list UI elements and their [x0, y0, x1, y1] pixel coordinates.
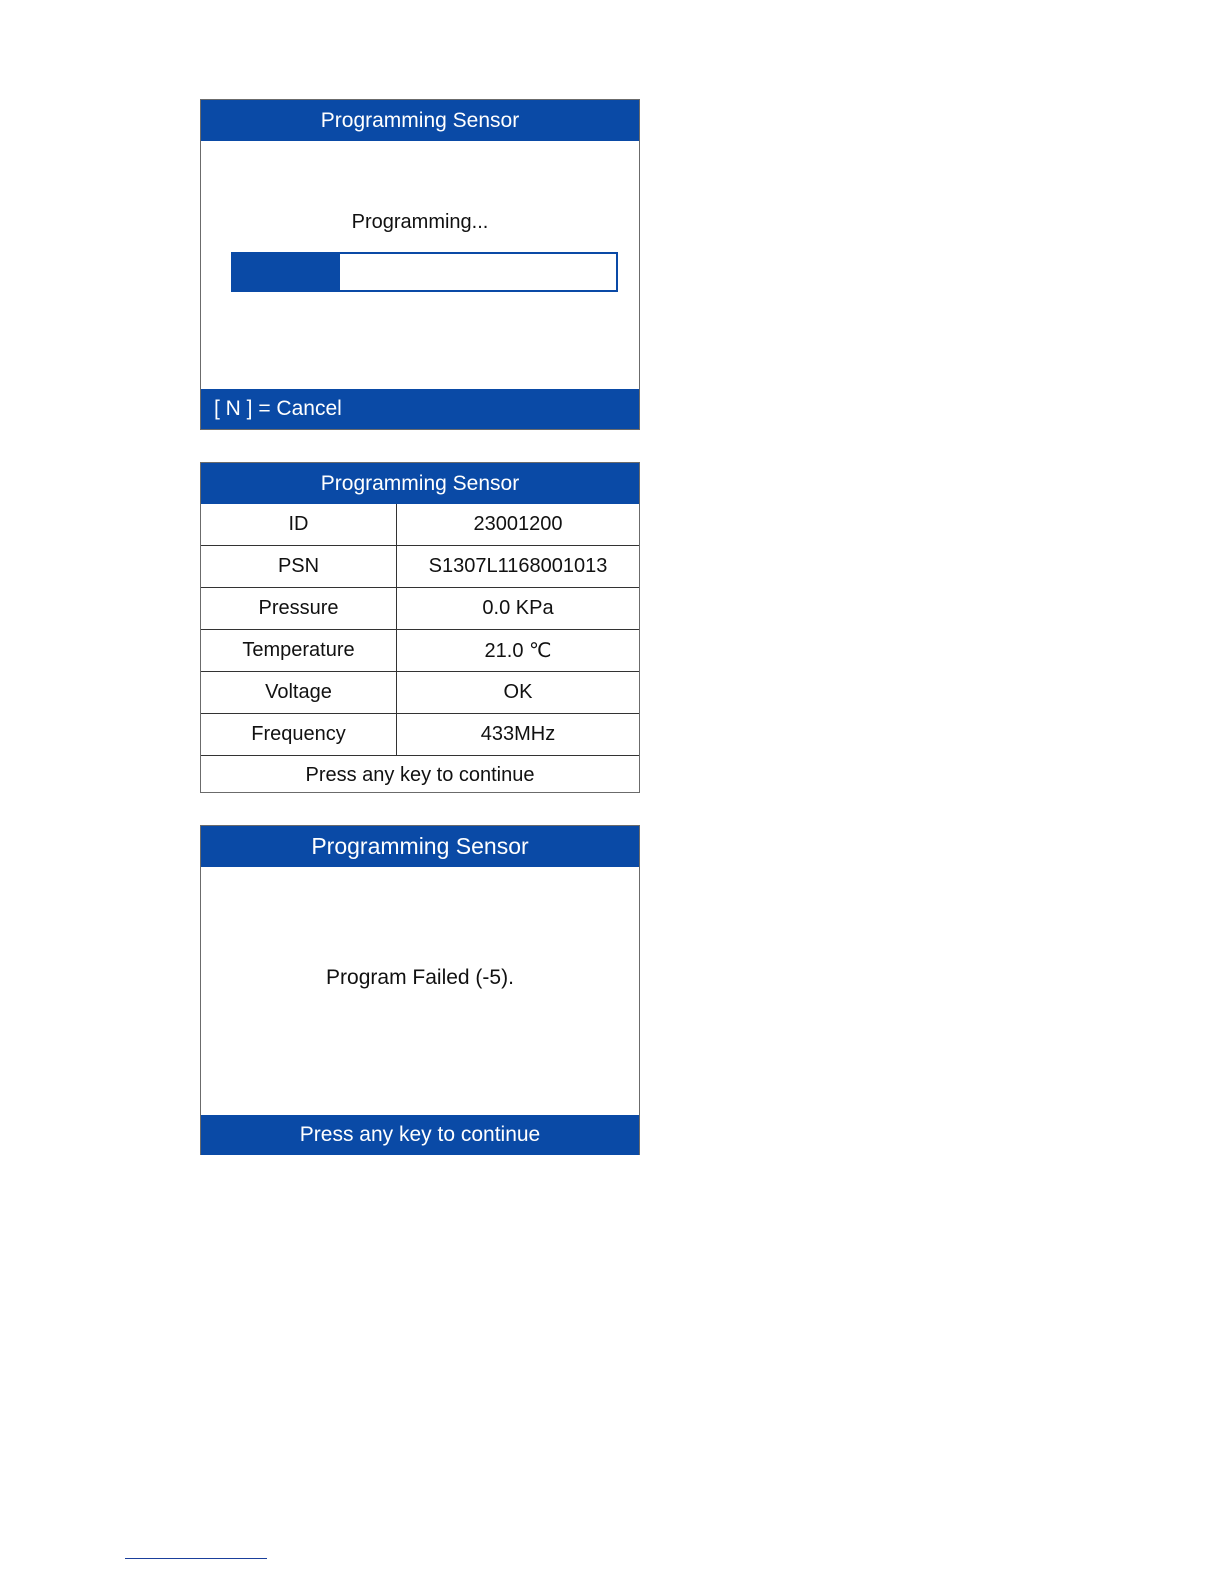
program-failed-screen [200, 825, 640, 1155]
continue-prompt[interactable]: Press any key to continue [201, 1115, 639, 1155]
programming-message: Programming... [351, 211, 489, 233]
voltage-value: OK [397, 672, 640, 714]
programming-progress-screen [200, 99, 640, 430]
table-row [201, 504, 639, 546]
continue-prompt[interactable]: Press any key to continue [201, 755, 639, 795]
id-value: 23001200 [473, 513, 563, 535]
table-row [201, 630, 639, 672]
sensor-info-screen [200, 462, 640, 793]
progress-bar [231, 252, 618, 292]
pressure-label: Pressure [201, 588, 397, 630]
table-row [201, 672, 639, 714]
temperature-label: Temperature [201, 630, 397, 672]
screen-body [201, 867, 639, 1115]
pressure-value: 0.0 KPa [397, 588, 640, 630]
psn-value: S1307L1168001013 [397, 546, 640, 588]
sensor-info-table [201, 504, 639, 755]
frequency-label: Frequency [201, 714, 397, 756]
id-label: ID [201, 504, 397, 546]
frequency-value: 433MHz [397, 714, 640, 756]
screen-title: Programming Sensor [201, 826, 639, 867]
progress-bar-fill [233, 254, 340, 290]
cancel-hint[interactable]: [ N ] = Cancel [201, 389, 639, 429]
table-row [201, 588, 639, 630]
table-row [201, 714, 639, 756]
psn-label: PSN [201, 546, 397, 588]
voltage-label: Voltage [201, 672, 397, 714]
screen-body [201, 141, 639, 389]
screen-title: Programming Sensor [201, 100, 639, 141]
temperature-value: 21.0 ℃ [397, 630, 640, 672]
failure-message: Program Failed (-5). [326, 966, 514, 989]
screen-title: Programming Sensor [201, 463, 639, 504]
footer-divider [125, 1558, 267, 1559]
table-row [201, 546, 639, 588]
